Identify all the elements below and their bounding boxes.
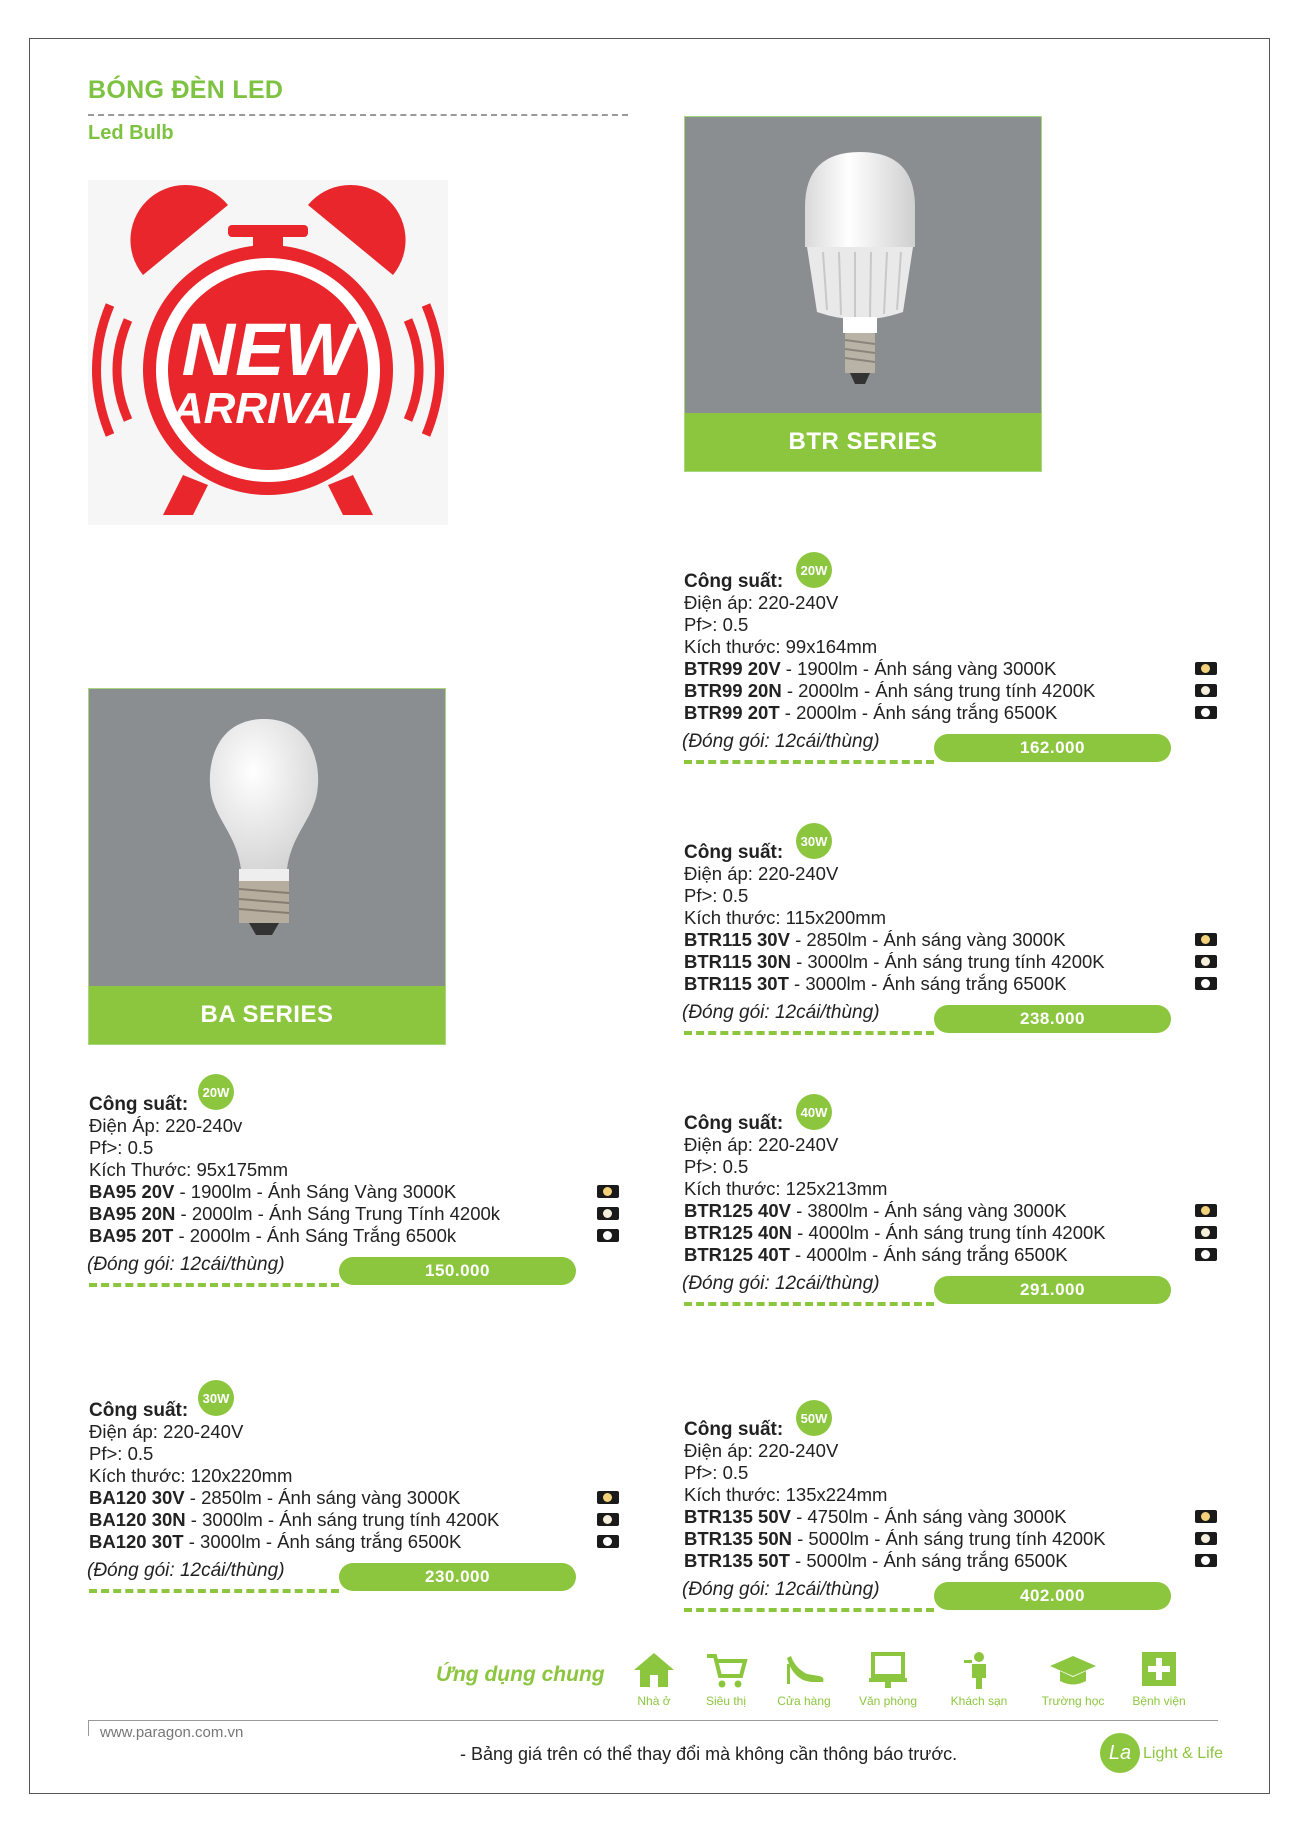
voltage-text: Điện áp: 220-240V: [684, 863, 839, 884]
packaging-text: (Đóng gói: 12cái/thùng): [682, 1002, 880, 1023]
spec-btr50: [684, 1418, 1106, 1572]
shopping-cart-icon: [703, 1650, 749, 1690]
watt-badge-btr20: 20W: [796, 552, 832, 588]
footer-divider-tick: [88, 1720, 89, 1736]
size-text: Kích thước: 135x224mm: [684, 1484, 888, 1505]
price-btr50: 402.000: [934, 1582, 1171, 1610]
price-disclaimer: - Bảng giá trên có thể thay đổi mà không cần thông báo trước.: [460, 1744, 958, 1764]
neutral-light-icon: [1195, 955, 1217, 968]
app-school: [1033, 1650, 1113, 1708]
voltage-text: Điện Áp: 220-240v: [89, 1115, 243, 1136]
badge-line1: NEW: [181, 308, 355, 391]
btr-series-card: [684, 116, 1042, 472]
cool-light-icon: [1195, 1554, 1217, 1567]
website-link[interactable]: www.paragon.com.vn: [100, 1724, 244, 1741]
watt-badge-btr50: 50W: [796, 1400, 832, 1436]
medical-cross-icon: [1136, 1650, 1182, 1690]
pf-text: Pf>: 0.5: [684, 885, 749, 906]
dash-divider: [684, 760, 934, 764]
pf-text: Pf>: 0.5: [684, 1156, 749, 1177]
watt-badge-ba20: 20W: [198, 1074, 234, 1110]
power-label: Công suất:: [684, 842, 784, 863]
brand-logo-mark: La: [1100, 1733, 1140, 1773]
title-divider: [88, 114, 628, 116]
variant-row: BTR99 20T - 2000lm - Ánh sáng trắng 6500K: [684, 702, 1058, 723]
ba-series-label: BA SERIES: [89, 986, 445, 1044]
variant-row: BA95 20N - 2000lm - Ánh Sáng Trung Tính 4200k: [89, 1203, 501, 1224]
neutral-light-icon: [1195, 684, 1217, 697]
power-label: Công suất:: [89, 1094, 189, 1115]
cool-light-icon: [1195, 706, 1217, 719]
size-text: Kích thước: 125x213mm: [684, 1178, 888, 1199]
price-btr40: 291.000: [934, 1276, 1171, 1304]
variant-row: BA120 30T - 3000lm - Ánh sáng trắng 6500K: [89, 1531, 462, 1552]
variant-row: BTR99 20V - 1900lm - Ánh sáng vàng 3000K: [684, 658, 1057, 679]
page-subtitle: Led Bulb: [88, 122, 174, 144]
dash-divider: [89, 1589, 339, 1593]
price-ba30: 230.000: [339, 1563, 576, 1591]
hotel-waiter-icon: [956, 1650, 1002, 1690]
cool-light-icon: [1195, 977, 1217, 990]
variant-row: BTR135 50N - 5000lm - Ánh sáng trung tính 4200K: [684, 1528, 1106, 1549]
house-icon: [631, 1650, 677, 1690]
warm-light-icon: [1195, 933, 1217, 946]
variant-row: BTR135 50T - 5000lm - Ánh sáng trắng 6500K: [684, 1550, 1068, 1571]
app-label: Trường học: [1041, 1694, 1105, 1708]
brand-logo-text: Light & Life: [1143, 1745, 1224, 1762]
pf-text: Pf>: 0.5: [684, 614, 749, 635]
graduation-cap-icon: [1048, 1650, 1098, 1690]
variant-row: BTR135 50V - 4750lm - Ánh sáng vàng 3000K: [684, 1506, 1067, 1527]
dash-divider: [684, 1608, 934, 1612]
spec-ba20: [89, 1093, 500, 1247]
variant-row: BTR115 30V - 2850lm - Ánh sáng vàng 3000K: [684, 929, 1066, 950]
size-text: Kích thước: 115x200mm: [684, 907, 887, 928]
pf-text: Pf>: 0.5: [89, 1443, 154, 1464]
pf-text: Pf>: 0.5: [89, 1137, 154, 1158]
watt-badge-btr40: 40W: [796, 1094, 832, 1130]
power-label: Công suất:: [684, 1419, 784, 1440]
variant-row: BA95 20V - 1900lm - Ánh Sáng Vàng 3000K: [89, 1181, 457, 1202]
dash-divider: [684, 1302, 934, 1306]
app-label: Siêu thị: [705, 1694, 747, 1708]
high-heel-icon: [781, 1650, 827, 1690]
warm-light-icon: [1195, 1204, 1217, 1217]
packaging-text: (Đóng gói: 12cái/thùng): [682, 1579, 880, 1600]
packaging-text: (Đóng gói: 12cái/thùng): [682, 1273, 880, 1294]
spec-btr40: [684, 1112, 1106, 1266]
warm-light-icon: [597, 1491, 619, 1504]
office-desk-icon: [865, 1650, 911, 1690]
neutral-light-icon: [597, 1513, 619, 1526]
variant-row: BTR115 30T - 3000lm - Ánh sáng trắng 6500K: [684, 973, 1067, 994]
warm-light-icon: [1195, 662, 1217, 675]
variant-row: BTR125 40N - 4000lm - Ánh sáng trung tính 4200K: [684, 1222, 1106, 1243]
spec-ba30: [89, 1399, 499, 1553]
size-text: Kích Thước: 95x175mm: [89, 1159, 288, 1180]
app-hospital: [1119, 1650, 1199, 1708]
voltage-text: Điện áp: 220-240V: [684, 592, 839, 613]
packaging-text: (Đóng gói: 12cái/thùng): [87, 1560, 285, 1581]
price-btr30: 238.000: [934, 1005, 1171, 1033]
watt-badge-btr30: 30W: [796, 823, 832, 859]
cool-light-icon: [1195, 1248, 1217, 1261]
new-arrival-clock-icon: [88, 180, 448, 525]
app-label: Nhà ở: [637, 1694, 671, 1708]
warm-light-icon: [597, 1185, 619, 1198]
btr-series-label: BTR SERIES: [685, 413, 1041, 471]
size-text: Kích thước: 99x164mm: [684, 636, 878, 657]
packaging-text: (Đóng gói: 12cái/thùng): [87, 1254, 285, 1275]
watt-badge-ba30: 30W: [198, 1380, 234, 1416]
spec-btr20: [684, 570, 1095, 724]
variant-row: BA95 20T - 2000lm - Ánh Sáng Trắng 6500k: [89, 1225, 457, 1246]
price-btr20: 162.000: [934, 734, 1171, 762]
voltage-text: Điện áp: 220-240V: [684, 1134, 839, 1155]
variant-row: BTR125 40T - 4000lm - Ánh sáng trắng 6500K: [684, 1244, 1068, 1265]
neutral-light-icon: [1195, 1226, 1217, 1239]
cool-light-icon: [597, 1535, 619, 1548]
app-label: Văn phòng: [858, 1694, 918, 1708]
variant-row: BTR115 30N - 3000lm - Ánh sáng trung tính 4200K: [684, 951, 1105, 972]
size-text: Kích thước: 120x220mm: [89, 1465, 293, 1486]
dash-divider: [89, 1283, 339, 1287]
variant-row: BA120 30N - 3000lm - Ánh sáng trung tính 4200K: [89, 1509, 500, 1530]
app-home: [614, 1650, 694, 1708]
ba-series-card: [88, 688, 446, 1045]
app-label: Khách sạn: [950, 1694, 1008, 1708]
app-office: [848, 1650, 928, 1708]
cool-light-icon: [597, 1229, 619, 1242]
btr-bulb-image: [795, 152, 925, 392]
packaging-text: (Đóng gói: 12cái/thùng): [682, 731, 880, 752]
spec-btr30: [684, 841, 1105, 995]
app-label: Cửa hàng: [777, 1694, 831, 1708]
price-ba20: 150.000: [339, 1257, 576, 1285]
app-hotel: [939, 1650, 1019, 1708]
app-label: Bệnh viện: [1132, 1694, 1186, 1708]
ba-bulb-image: [199, 719, 329, 949]
variant-row: BTR99 20N - 2000lm - Ánh sáng trung tính 4200K: [684, 680, 1096, 701]
voltage-text: Điện áp: 220-240V: [89, 1421, 244, 1442]
pf-text: Pf>: 0.5: [684, 1462, 749, 1483]
power-label: Công suất:: [89, 1400, 189, 1421]
app-store: [764, 1650, 844, 1708]
voltage-text: Điện áp: 220-240V: [684, 1440, 839, 1461]
page-title: BÓNG ĐÈN LED: [88, 76, 284, 104]
power-label: Công suất:: [684, 1113, 784, 1134]
app-supermarket: [686, 1650, 766, 1708]
variant-row: BA120 30V - 2850lm - Ánh sáng vàng 3000K: [89, 1487, 461, 1508]
variant-row: BTR125 40V - 3800lm - Ánh sáng vàng 3000K: [684, 1200, 1067, 1221]
badge-line2: ARRIVAL: [171, 384, 365, 433]
footer-divider: [88, 1720, 1218, 1721]
applications-title: Ứng dụng chung: [436, 1663, 605, 1686]
warm-light-icon: [1195, 1510, 1217, 1523]
power-label: Công suất:: [684, 571, 784, 592]
neutral-light-icon: [1195, 1532, 1217, 1545]
neutral-light-icon: [597, 1207, 619, 1220]
dash-divider: [684, 1031, 934, 1035]
